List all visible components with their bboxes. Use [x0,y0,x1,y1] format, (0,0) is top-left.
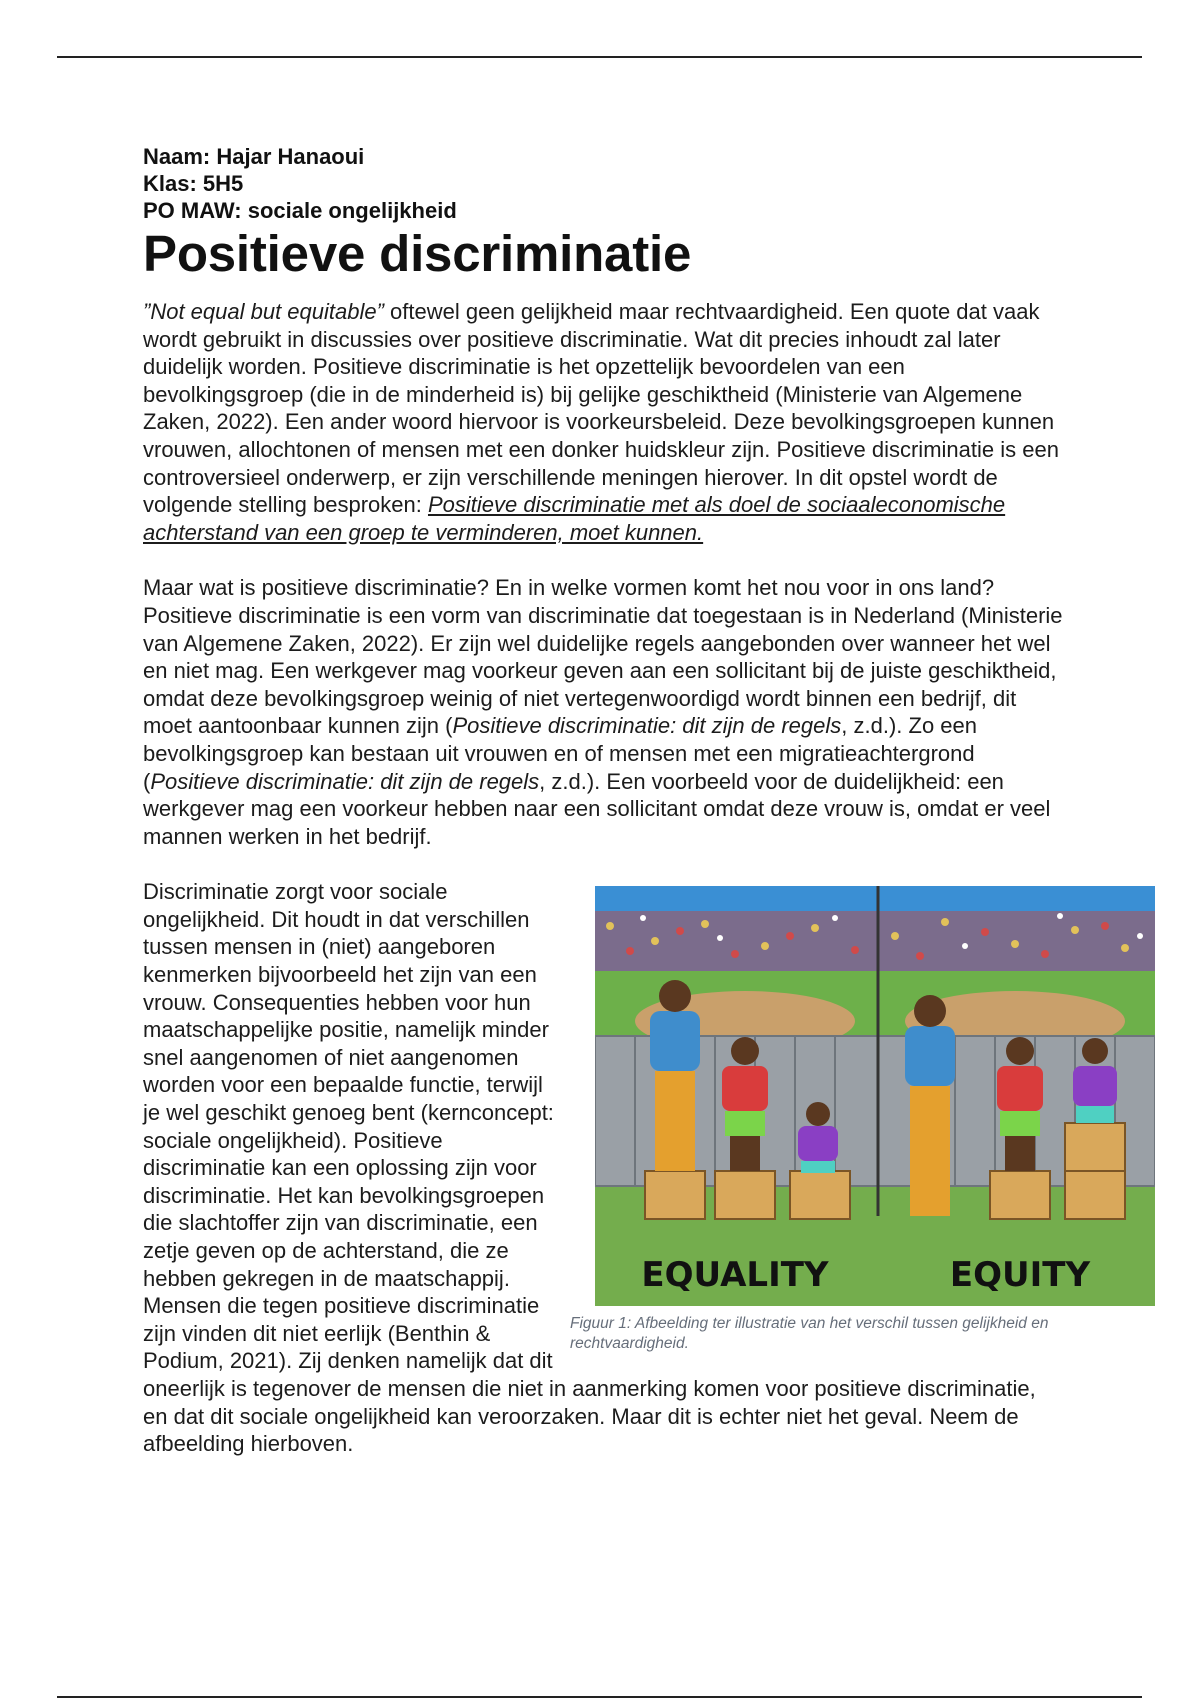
equality-equity-illustration [595,886,1155,1306]
citation-title-2: Positieve discriminatie: dit zijn de regels [150,768,540,794]
definition-text-1: Maar wat is positieve discriminatie? En in welke vormen komt het nou voor in ons land? Positieve discriminatie is een vorm van discriminatie dat toegestaan is in Nederland (Ministerie van Algemene Zaken, 2022). Er zijn wel duidelijke regels aangebonden over wanneer het wel en niet mag. Een werkgever mag voorkeur geven aan een sollicitant bij de juiste geschiktheid, omdat deze bevolkingsgroep weinig of niet vertegenwoordigd wordt binnen een bedrijf, dit moet aantoonbaar kunnen zijn ( [143,575,1063,739]
citation-title-1: Positieve discriminatie: dit zijn de regels [452,713,842,739]
equality-label: EQUALITY [641,1255,829,1296]
equity-label: EQUITY [949,1255,1091,1296]
intro-quote: ”Not equal but equitable” [143,299,384,324]
definition-text-2: , z.d.). Zo een bevolkingsgroep kan bestaan uit vrouwen en of mensen met een migratieachtergrond ( [143,713,978,794]
figure-caption: Figuur 1: Afbeelding ter illustratie van het verschil tussen gelijkheid en rechtvaardigheid. [570,1315,1049,1353]
class-line: Klas: 5H5 [143,171,244,196]
figure-1 [570,886,1155,1354]
definition-paragraph [143,574,1063,850]
intro-paragraph [143,298,1063,546]
subject-line: PO MAW: sociale ongelijkheid [143,198,457,223]
name-line: Naam: Hajar Hanaoui [143,144,365,169]
inequality-paragraph: Discriminatie zorgt voor sociale ongelijkheid. Dit houdt in dat verschillen tussen mensen in (niet) aangeboren kenmerken bijvoorbeeld het zijn van een vrouw. Consequenties hebben voor hun maatschappelijke positie, namelijk minder snel aangenomen of niet aangenomen worden voor een bepaalde functie, terwijl je wel geschikt genoeg bent (kernconcept: sociale ongelijkheid). Positieve discriminatie kan een oplossing zijn voor discriminatie. Het kan bevolkingsgroepen die slachtoffer zijn van discriminatie, een zetje geven op de achterstand, die ze hebben gekregen in de maatschappij. Mensen die tegen positieve discriminatie zijn vinden dit niet eerlijk (Benthin & Podium, 2021). Zij denken namelijk dat dit oneerlijk is tegenover de mensen die niet in aanmerking komen voor positieve discriminatie, en dat dit sociale ongelijkheid kan veroorzaken. Maar dit is echter niet het geval. Neem de afbeelding hierboven. [143,879,1036,1457]
thesis-statement: Positieve discriminatie met als doel de sociaaleconomische achterstand van een groep te verminderen, moet kunnen. [143,492,1006,545]
top-rule [57,56,1142,58]
inequality-section [143,878,1091,1457]
definition-text-3: , z.d.). Een voorbeeld voor de duidelijkheid: een werkgever mag een voorkeur hebben naar een sollicitant omdat deze vrouw is, omdat er veel mannen werken in het bedrijf. [143,768,1051,849]
document-body [143,143,1091,1458]
bottom-rule [57,1696,1142,1698]
page-title: Positieve discriminatie [143,225,692,282]
intro-text: oftewel geen gelijkheid maar rechtvaardigheid. Een quote dat vaak wordt gebruikt in discussies over positieve discriminatie. Wat dit precies inhoudt zal later duidelijk worden. Positieve discriminatie is het opzettelijk bevoordelen van een bevolkingsgroep (die in de minderheid is) bij gelijke geschiktheid (Ministerie van Algemene Zaken, 2022). Een ander woord hiervoor is voorkeursbeleid. Deze bevolkingsgroepen kunnen vrouwen, allochtonen of mensen met een donker huidskleur zijn. Positieve discriminatie is een controversieel onderwerp, er zijn verschillende meningen hierover. In dit opstel wordt de volgende stelling besproken: [143,299,1059,518]
